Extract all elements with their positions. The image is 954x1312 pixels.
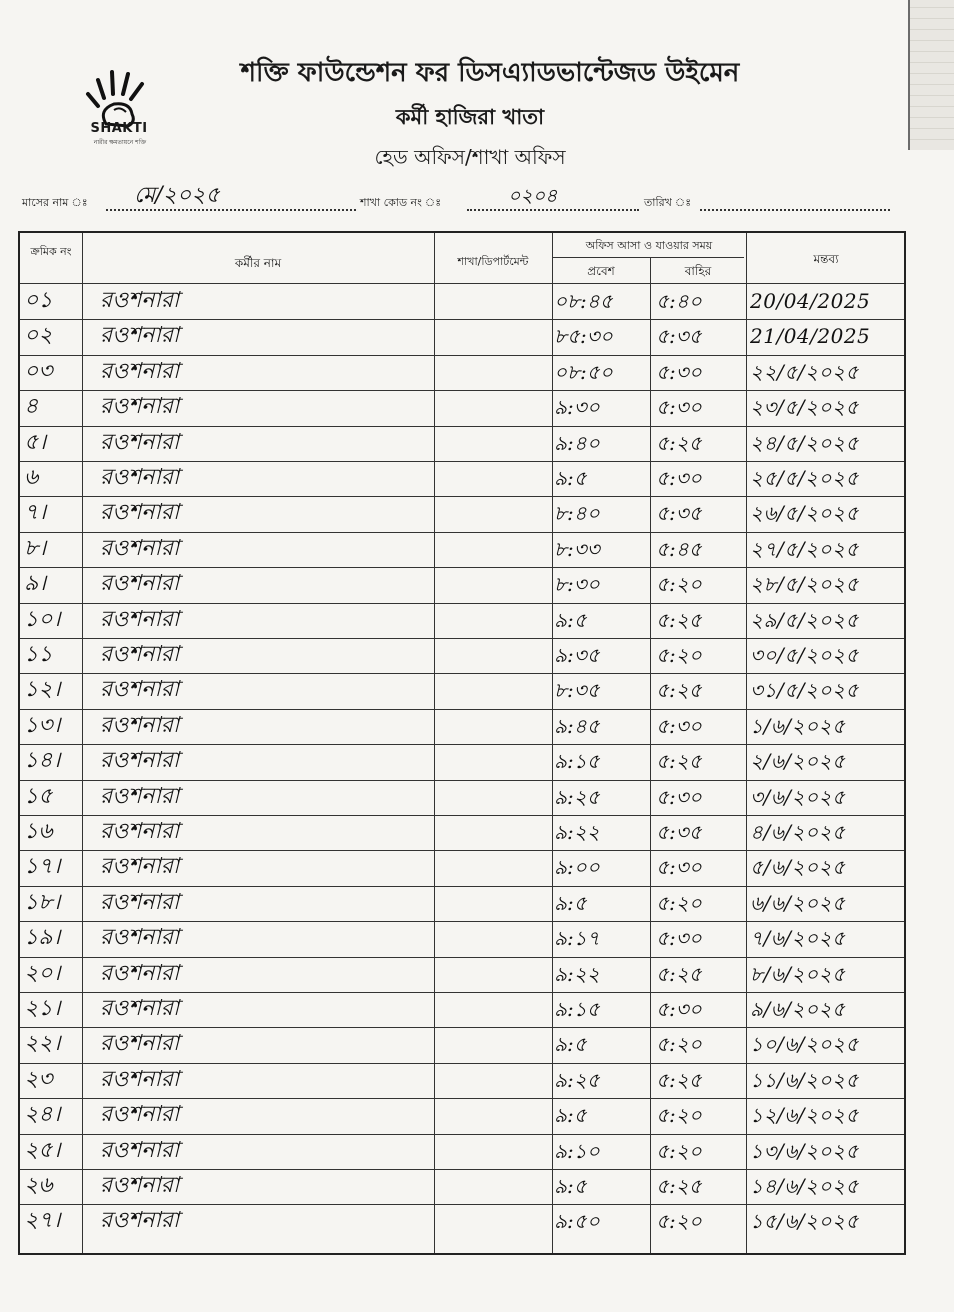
serial-cell: ৫।: [24, 429, 47, 455]
entry-time-cell: ৮:৪০: [554, 501, 600, 526]
serial-cell: ২৭।: [24, 1208, 61, 1234]
remarks-date-cell: ১/৬/২০২৫: [750, 713, 846, 738]
table-row: [20, 781, 904, 813]
entry-time-cell: ৯:৫: [554, 607, 587, 632]
serial-cell: ০২: [24, 323, 53, 349]
table-row: [20, 816, 904, 848]
entry-time-cell: ০৮:৪৫: [554, 289, 613, 313]
date-label: তারিখ ঃ: [644, 196, 692, 209]
entry-time-cell: ৯:১৫: [554, 997, 600, 1021]
entry-time-cell: ৯:৩৫: [554, 643, 600, 667]
header-name: কর্মীর নাম: [234, 256, 282, 270]
organization-title: শক্তি ফাউন্ডেশন ফর ডিসএ্যাডভান্টেজড উইমেন: [240, 58, 740, 88]
row-divider: [20, 1169, 904, 1170]
remarks-date-cell: ৯/৬/২০২৫: [750, 997, 846, 1021]
row-divider: [20, 1134, 904, 1135]
row-divider: [20, 567, 904, 568]
remarks-date-cell: ১৩/৬/২০২৫: [750, 1138, 859, 1163]
row-divider: [20, 957, 904, 958]
table-row: [20, 462, 904, 494]
exit-time-cell: ৫:৩০: [656, 855, 702, 880]
row-divider: [20, 850, 904, 851]
entry-time-cell: ৯:৫: [554, 1174, 587, 1198]
table-row: [20, 391, 904, 423]
table-row: [20, 851, 904, 883]
remarks-date-cell: ২৭/৫/২০২৫: [750, 536, 859, 561]
employee-name-cell: রওশনারা: [100, 960, 180, 986]
table-row: [20, 887, 904, 919]
employee-name-cell: রওশনারা: [100, 1102, 180, 1128]
serial-cell: ১৫: [24, 783, 53, 809]
remarks-date-cell: ৩/৬/২০২৫: [750, 784, 846, 809]
table-row: [20, 1099, 904, 1131]
employee-name-cell: রওশনারা: [100, 606, 180, 632]
exit-time-cell: ৫:৪০: [656, 289, 702, 313]
serial-cell: ১৬: [24, 819, 53, 844]
exit-time-cell: ৫:২০: [656, 1032, 702, 1057]
entry-time-cell: ৯:৪৫: [554, 713, 600, 738]
employee-name-cell: রওশনারা: [100, 783, 180, 809]
row-divider: [20, 1098, 904, 1099]
row-divider: [20, 319, 904, 320]
entry-time-cell: ৯:১৫: [554, 749, 600, 774]
entry-time-cell: ৯:১৭: [554, 926, 600, 951]
remarks-date-cell: ৮/৬/২০২৫: [750, 961, 846, 986]
table-row: [20, 285, 904, 317]
entry-time-cell: ৯:৫: [554, 890, 587, 915]
employee-name-cell: রওশনারা: [100, 925, 180, 951]
table-row: [20, 922, 904, 954]
exit-time-cell: ৫:৩৫: [656, 820, 702, 844]
table-row: [20, 1205, 904, 1237]
branch-code-value: ০২০৪: [508, 185, 558, 207]
remarks-date-cell: ১০/৬/২০২৫: [750, 1032, 859, 1057]
logo-tagline: নারীর ক্ষমতায়নে শক্তি: [93, 139, 147, 146]
exit-time-cell: ৫:২৫: [656, 678, 702, 703]
row-divider: [20, 921, 904, 922]
exit-time-cell: ৫:২০: [656, 643, 702, 667]
employee-name-cell: রওশনারা: [100, 465, 180, 490]
serial-cell: ২১।: [24, 996, 61, 1021]
table-row: [20, 710, 904, 742]
employee-name-cell: রওশনারা: [100, 394, 180, 420]
serial-cell: ১৭।: [24, 854, 61, 880]
header-office-time: অফিস আসা ও যাওয়ার সময়: [585, 239, 713, 252]
employee-name-cell: রওশনারা: [100, 996, 180, 1021]
serial-cell: ২৪।: [24, 1102, 61, 1128]
row-divider: [20, 390, 904, 391]
serial-cell: ১৯।: [24, 925, 61, 951]
entry-time-cell: ৮:৩০: [554, 572, 600, 597]
remarks-date-cell: 20/04/2025: [750, 289, 871, 313]
serial-cell: ০৩: [24, 358, 53, 384]
remarks-date-cell: ১২/৬/২০২৫: [750, 1103, 859, 1128]
exit-time-cell: ৫:২৫: [656, 430, 702, 455]
serial-cell: ২৬: [24, 1173, 53, 1198]
remarks-date-cell: ১৫/৬/২০২৫: [750, 1209, 859, 1234]
row-divider: [20, 638, 904, 639]
entry-time-cell: ৯:৫: [554, 1032, 587, 1057]
remarks-date-cell: ২২/৫/২০২৫: [750, 359, 859, 384]
exit-time-cell: ৫:২৫: [656, 749, 702, 774]
table-row: [20, 1170, 904, 1202]
employee-name-cell: রওশনারা: [100, 288, 180, 313]
entry-time-cell: ৯:৩০: [554, 395, 600, 420]
table-row: [20, 1064, 904, 1096]
row-divider: [20, 355, 904, 356]
employee-name-cell: রওশনারা: [100, 889, 180, 915]
employee-name-cell: রওশনারা: [100, 535, 180, 561]
row-divider: [20, 992, 904, 993]
row-divider: [20, 426, 904, 427]
employee-name-cell: রওশনারা: [100, 1208, 180, 1234]
remarks-date-cell: ২৪/৫/২০২৫: [750, 430, 859, 455]
serial-cell: ৭।: [24, 500, 47, 526]
row-divider: [20, 1063, 904, 1064]
table-row: [20, 533, 904, 565]
serial-cell: ০১: [24, 288, 53, 313]
row-divider: [20, 603, 904, 604]
branch-code-label: শাখা কোড নং ঃ: [360, 196, 442, 209]
serial-cell: ৪: [24, 394, 39, 420]
employee-name-cell: রওশনারা: [100, 819, 180, 844]
exit-time-cell: ৫:৩০: [656, 395, 702, 420]
entry-time-cell: ৯:০০: [554, 855, 600, 880]
row-divider: [20, 532, 904, 533]
remarks-date-cell: ৬/৬/২০২৫: [750, 890, 846, 915]
serial-cell: ২২।: [24, 1031, 61, 1057]
remarks-date-cell: ২৩/৫/২০২৫: [750, 395, 859, 420]
month-value: মে/২০২৫: [134, 183, 220, 208]
row-divider: [20, 780, 904, 781]
remarks-date-cell: ৭/৬/২০২৫: [750, 926, 846, 951]
logo-wordmark: SHAKTI: [90, 121, 148, 136]
employee-name-cell: রওশনারা: [100, 429, 180, 455]
serial-cell: ১৮।: [24, 889, 61, 915]
table-row: [20, 568, 904, 600]
employee-name-cell: রওশনারা: [100, 1066, 180, 1092]
employee-name-cell: রওশনারা: [100, 571, 180, 597]
table-row: [20, 356, 904, 388]
table-row: [20, 1135, 904, 1167]
table-row: [20, 320, 904, 352]
row-divider: [20, 886, 904, 887]
employee-name-cell: রওশনারা: [100, 677, 180, 703]
exit-time-cell: ৫:৩৫: [656, 324, 702, 349]
row-divider: [20, 673, 904, 674]
remarks-date-cell: ২৬/৫/২০২৫: [750, 501, 859, 526]
header-bottom-line: [20, 283, 904, 284]
employee-name-cell: রওশনারা: [100, 854, 180, 880]
table-row: [20, 497, 904, 529]
entry-time-cell: ৮৫:৩০: [554, 324, 613, 349]
exit-time-cell: ৫:৩০: [656, 926, 702, 951]
remarks-date-cell: ২৮/৫/২০২৫: [750, 572, 859, 597]
serial-cell: ২৩: [24, 1066, 53, 1092]
header-exit: বাহির: [684, 264, 712, 278]
table-row: [20, 674, 904, 706]
header-entry: প্রবেশ: [587, 264, 615, 278]
exit-time-cell: ৫:৩০: [656, 359, 702, 384]
remarks-date-cell: ২৯/৫/২০২৫: [750, 607, 859, 632]
exit-time-cell: ৫:২০: [656, 1103, 702, 1128]
remarks-date-cell: ৩০/৫/২০২৫: [750, 643, 859, 667]
remarks-date-cell: ৫/৬/২০২৫: [750, 855, 846, 880]
remarks-date-cell: ২৫/৫/২০২৫: [750, 466, 859, 490]
month-label: মাসের নাম ঃ: [22, 196, 88, 209]
sheet-title: কর্মী হাজিরা খাতা: [395, 105, 545, 129]
exit-time-cell: ৫:৩০: [656, 466, 702, 490]
employee-name-cell: রওশনারা: [100, 1031, 180, 1057]
row-divider: [20, 461, 904, 462]
exit-time-cell: ৫:২৫: [656, 1174, 702, 1198]
serial-cell: ২৫।: [24, 1137, 61, 1163]
serial-cell: ২০।: [24, 960, 61, 986]
exit-time-cell: ৫:২৫: [656, 607, 702, 632]
entry-time-cell: ৮:৩৫: [554, 678, 600, 703]
serial-cell: ৯।: [24, 571, 47, 597]
employee-name-cell: রওশনারা: [100, 1173, 180, 1198]
entry-time-cell: ৯:৫০: [554, 1209, 600, 1234]
entry-time-cell: ৮:৩৩: [554, 536, 600, 561]
table-row: [20, 1028, 904, 1060]
employee-name-cell: রওশনারা: [100, 500, 180, 526]
header-branch-department: শাখা/ডিপার্টমেন্ট: [457, 255, 529, 268]
serial-cell: ১৩।: [24, 712, 61, 738]
exit-time-cell: ৫:৩৫: [656, 501, 702, 526]
table-row: [20, 745, 904, 777]
row-divider: [20, 815, 904, 816]
entry-time-cell: ০৮:৫০: [554, 359, 613, 384]
employee-name-cell: রওশনারা: [100, 323, 180, 349]
exit-time-cell: ৫:২০: [656, 1209, 702, 1234]
header-subdivider: [552, 257, 744, 258]
remarks-date-cell: ১৪/৬/২০২৫: [750, 1174, 859, 1198]
row-divider: [20, 1204, 904, 1205]
entry-time-cell: ৯:৫: [554, 466, 587, 490]
row-divider: [20, 496, 904, 497]
exit-time-cell: ৫:৪৫: [656, 536, 702, 561]
employee-name-cell: রওশনারা: [100, 358, 180, 384]
entry-time-cell: ৯:২৫: [554, 1067, 600, 1092]
table-row: [20, 639, 904, 671]
row-divider: [20, 709, 904, 710]
table-row: [20, 427, 904, 459]
remarks-date-cell: 21/04/2025: [750, 324, 871, 349]
employee-name-cell: রওশনারা: [100, 642, 180, 667]
header-remarks: মন্তব্য: [813, 252, 839, 266]
exit-time-cell: ৫:২০: [656, 1138, 702, 1163]
serial-cell: ৮।: [24, 535, 47, 561]
entry-time-cell: ৯:২২: [554, 820, 600, 844]
serial-cell: ১২।: [24, 677, 61, 703]
exit-time-cell: ৫:২৫: [656, 961, 702, 986]
serial-cell: ৬: [24, 465, 39, 490]
entry-time-cell: ৯:১০: [554, 1138, 600, 1163]
exit-time-cell: ৫:২৫: [656, 1067, 702, 1092]
serial-cell: ১০।: [24, 606, 61, 632]
employee-name-cell: রওশনারা: [100, 1137, 180, 1163]
exit-time-cell: ৫:৩০: [656, 713, 702, 738]
entry-time-cell: ৯:২৫: [554, 784, 600, 809]
exit-time-cell: ৫:৩০: [656, 997, 702, 1021]
table-row: [20, 604, 904, 636]
exit-time-cell: ৫:২০: [656, 572, 702, 597]
exit-time-cell: ৫:২০: [656, 890, 702, 915]
serial-cell: ১৪।: [24, 748, 61, 774]
row-divider: [20, 1027, 904, 1028]
remarks-date-cell: ৪/৬/২০২৫: [750, 820, 846, 844]
entry-time-cell: ৯:৪০: [554, 430, 600, 455]
row-divider: [20, 744, 904, 745]
entry-time-cell: ৯:২২: [554, 961, 600, 986]
remarks-date-cell: ১১/৬/২০২৫: [750, 1067, 859, 1092]
torn-paper-edge: [908, 0, 954, 150]
attendance-table: [18, 231, 906, 1255]
employee-name-cell: রওশনারা: [100, 712, 180, 738]
exit-time-cell: ৫:৩০: [656, 784, 702, 809]
table-row: [20, 958, 904, 990]
header-serial: ক্রমিক নং: [30, 245, 72, 258]
entry-time-cell: ৯:৫: [554, 1103, 587, 1128]
table-row: [20, 993, 904, 1025]
date-dotted-line: [700, 209, 890, 211]
remarks-date-cell: ২/৬/২০২৫: [750, 749, 846, 774]
employee-name-cell: রওশনারা: [100, 748, 180, 774]
remarks-date-cell: ৩১/৫/২০২৫: [750, 678, 859, 703]
office-type: হেড অফিস/শাখা অফিস: [374, 145, 566, 169]
serial-cell: ১১: [24, 642, 53, 667]
